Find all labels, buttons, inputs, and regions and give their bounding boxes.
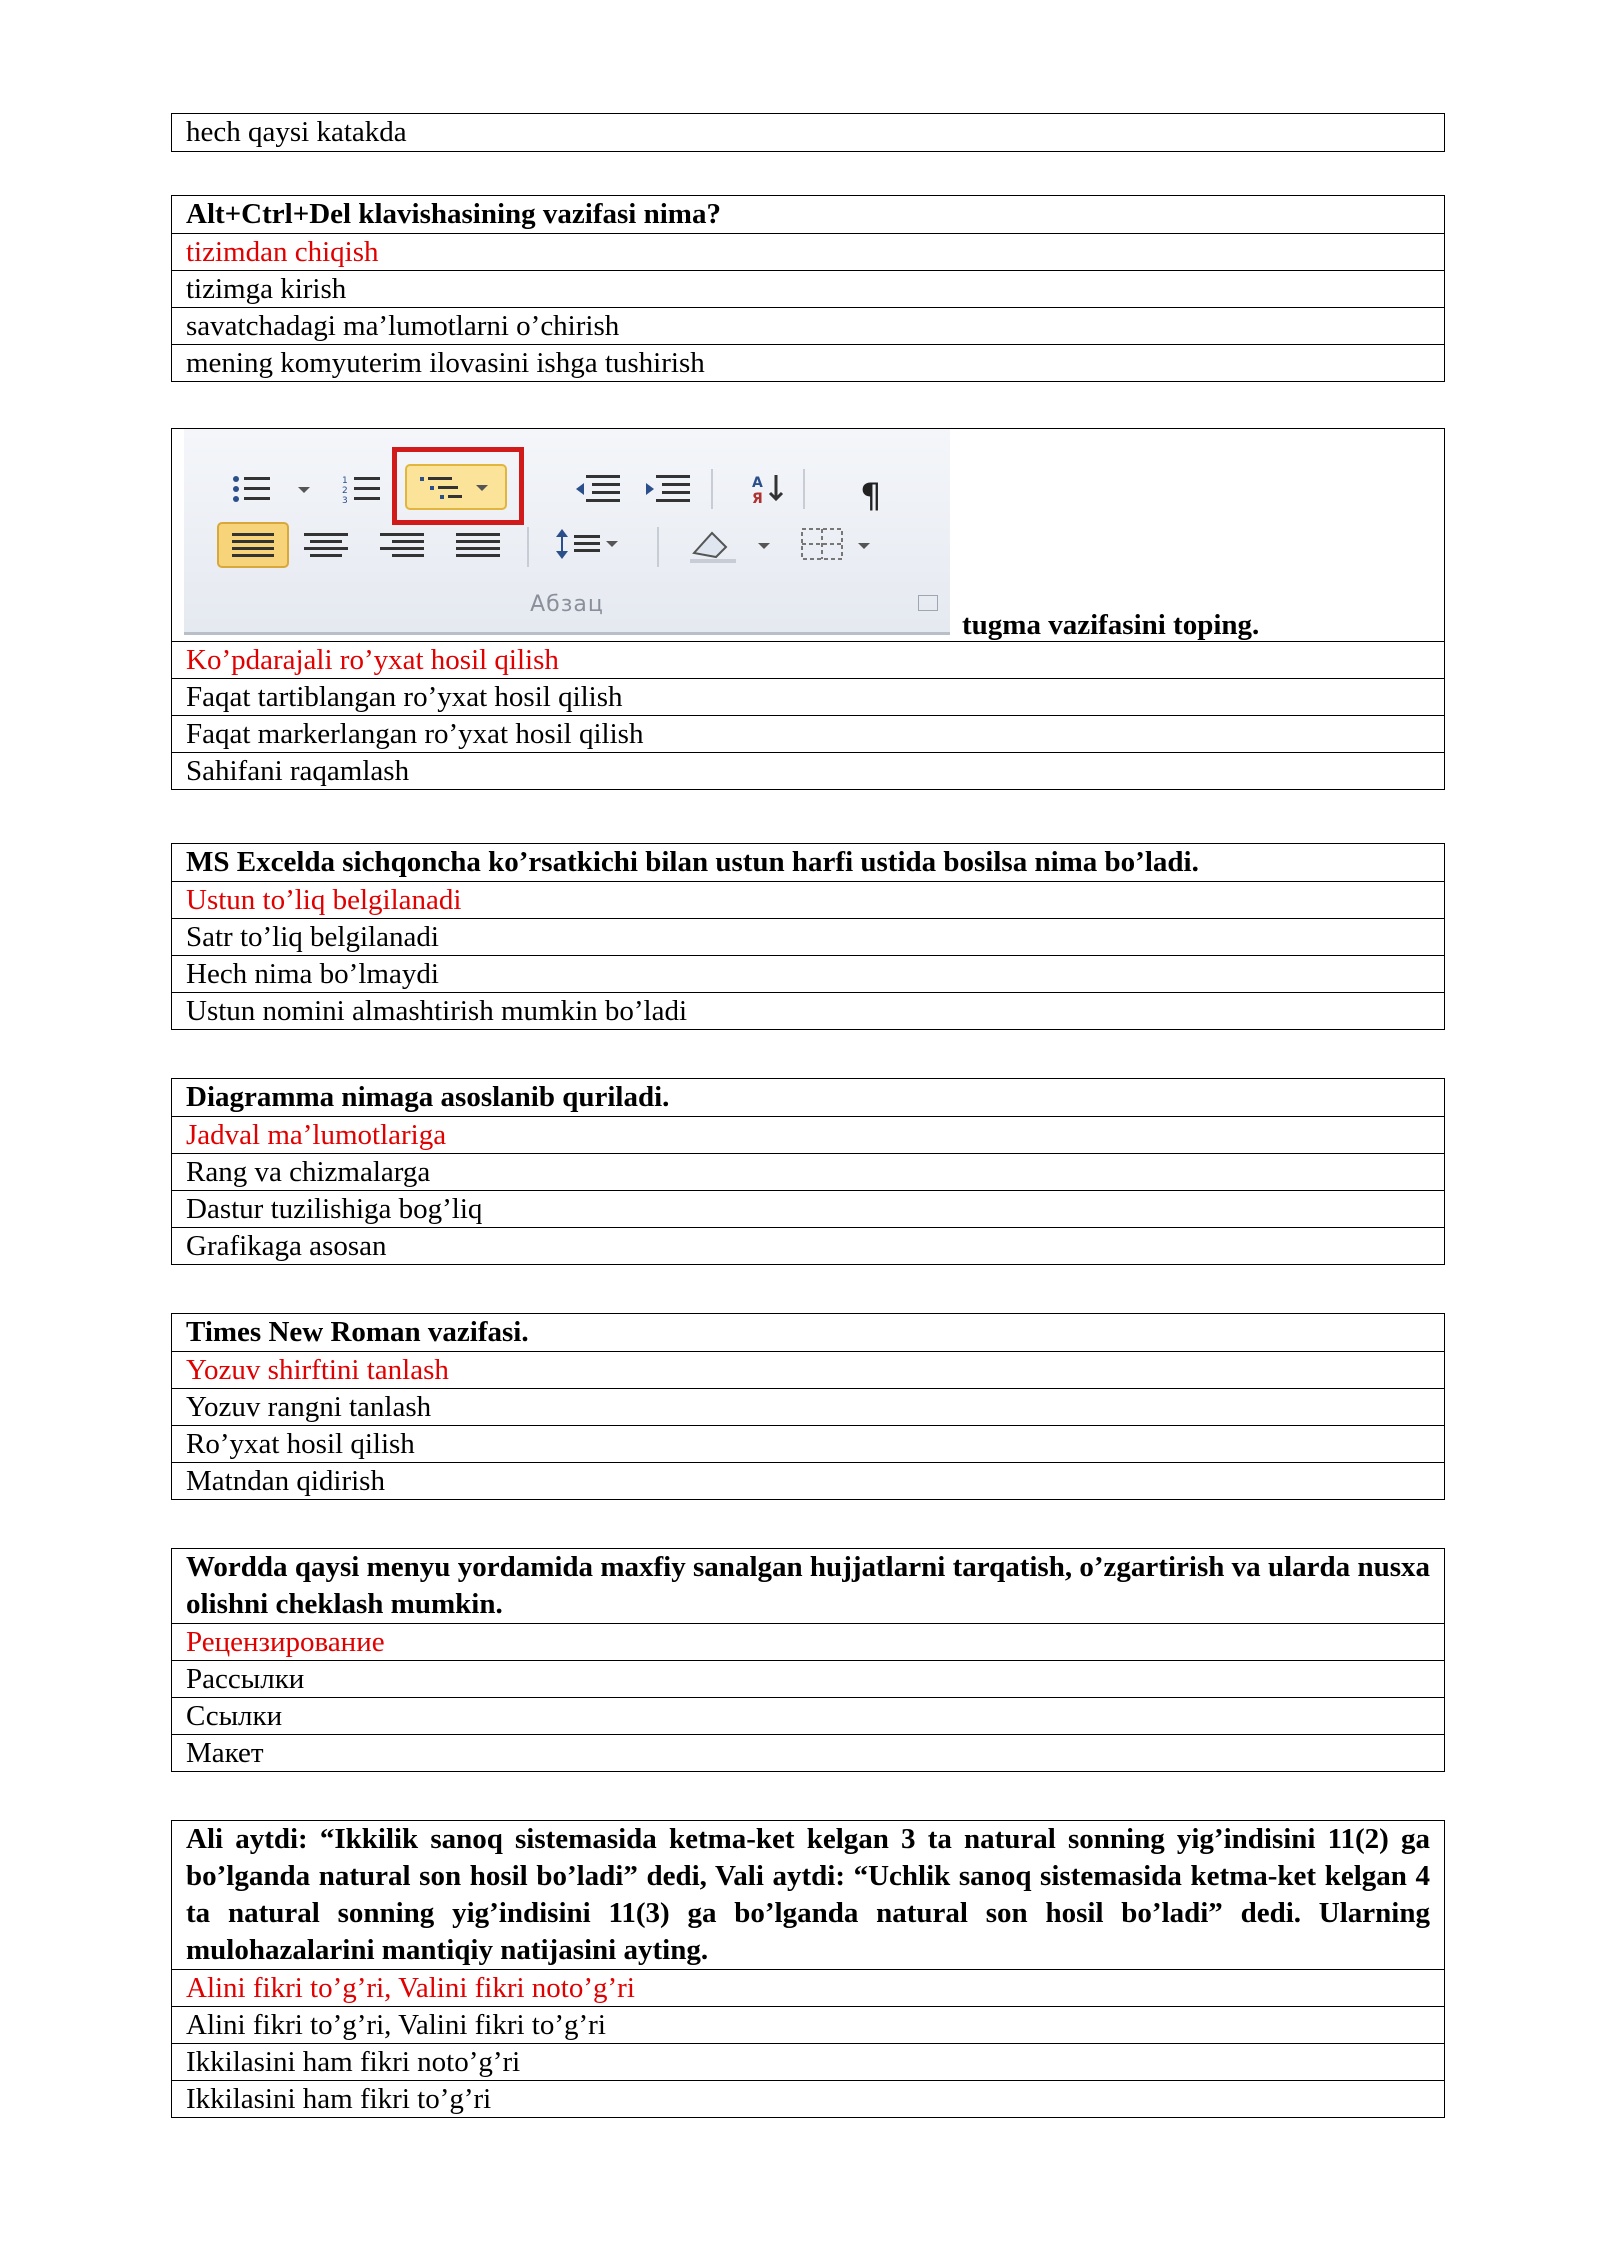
svg-text:A: A: [752, 475, 763, 491]
question-text: Alt+Ctrl+Del klavishasining vazifasi nima?: [186, 198, 721, 230]
answer-option: Matndan qidirish: [172, 1462, 1444, 1499]
align-right-icon: [380, 533, 424, 557]
align-center-icon: [304, 533, 348, 557]
answer-option: Sahifani raqamlash: [172, 752, 1444, 789]
answer-option: Dastur tuzilishiga bog’liq: [172, 1190, 1444, 1227]
ribbon-group-label: Абзац: [530, 592, 604, 617]
answer-option: Hech nima bo’lmaydi: [172, 955, 1444, 992]
question-text: Diagramma nimaga asoslanib quriladi.: [186, 1081, 670, 1113]
question-block-7: [171, 1820, 1445, 2118]
answer-option: mening komyuterim ilovasini ishga tushirish: [172, 344, 1444, 381]
answer-option: Alini fikri to’g’ri, Valini fikri to’g’ri: [172, 2006, 1444, 2043]
answer-option: tizimga kirish: [172, 270, 1444, 307]
answer-option: Макет: [172, 1734, 1444, 1771]
question-block-0: [171, 113, 1445, 152]
question-text: Times New Roman vazifasi.: [186, 1316, 529, 1348]
decrease-indent-icon: [576, 475, 620, 502]
question-text: Wordda qaysi menyu yordamida maxfiy sanalgan hujjatlarni tarqatish, o’zgartirish va ularda nusxa olishni cheklash mumkin.: [186, 1551, 1430, 1620]
question-block-4: [171, 1078, 1445, 1265]
answer-option: Ikkilasini ham fikri to’g’ri: [172, 2080, 1444, 2117]
line-spacing-icon: [556, 529, 618, 559]
answer-option: Rang va chizmalarga: [172, 1153, 1444, 1190]
highlight-box: [392, 447, 524, 525]
answer-option: Faqat markerlangan ro’yxat hosil qilish: [172, 715, 1444, 752]
answer-option: savatchadagi ma’lumotlarni o’chirish: [172, 307, 1444, 344]
question-block-3: [171, 843, 1445, 1030]
answer-row: hech qaysi katakda: [186, 116, 407, 148]
dialog-launcher-icon: [918, 595, 938, 611]
correct-answer: tizimdan chiqish: [172, 233, 1444, 270]
answer-option: Ro’yxat hosil qilish: [172, 1425, 1444, 1462]
answer-option: Grafikaga asosan: [172, 1227, 1444, 1264]
borders-icon: [802, 529, 870, 559]
svg-text:1: 1: [342, 476, 348, 486]
question-text: Ali aytdi: “Ikkilik sanoq sistemasida ketma-ket kelgan 3 ta natural sonning yig’indisini 11(2) ga bo’lganda natural son hosil bo’ladi” dedi, Vali aytdi: “Uchlik sanoq sistemasida ketma-ket kelgan 4 ta natural sonning yig’indisini 11(3) ga bo’lganda natural son hosil bo’ladi” dedi. Ularning mulohazalarini mantiqiy natijasini ayting.: [186, 1823, 1430, 1966]
align-left-icon: [218, 523, 288, 567]
pilcrow-icon: ¶: [860, 476, 882, 516]
justify-icon: [456, 533, 500, 557]
answer-option: Рассылки: [172, 1660, 1444, 1697]
question-block-1: [171, 195, 1445, 382]
question-text: MS Excelda sichqoncha ko’rsatkichi bilan ustun harfi ustida bosilsa nima bo’ladi.: [186, 846, 1199, 878]
question-image-row: [172, 429, 1444, 641]
answer-option: Satr to’liq belgilanadi: [172, 918, 1444, 955]
correct-answer: Ko’pdarajali ro’yxat hosil qilish: [172, 641, 1444, 678]
correct-answer: Ustun to’liq belgilanadi: [172, 881, 1444, 918]
question-caption: tugma vazifasini toping.: [962, 609, 1260, 641]
question-block-6: [171, 1548, 1445, 1772]
svg-text:3: 3: [342, 496, 348, 506]
svg-text:2: 2: [342, 486, 348, 496]
correct-answer: Рецензирование: [172, 1623, 1444, 1660]
bullets-icon: [233, 476, 310, 502]
correct-answer: Yozuv shirftini tanlash: [172, 1351, 1444, 1388]
answer-option: Ikkilasini ham fikri noto’g’ri: [172, 2043, 1444, 2080]
correct-answer: Jadval ma’lumotlariga: [172, 1116, 1444, 1153]
shading-icon: [690, 533, 770, 563]
question-block-2: [171, 428, 1445, 790]
answer-option: Yozuv rangni tanlash: [172, 1388, 1444, 1425]
answer-option: Ustun nomini almashtirish mumkin bo’ladi: [172, 992, 1444, 1029]
svg-text:Я: Я: [752, 491, 763, 507]
answer-option: Ссылки: [172, 1697, 1444, 1734]
increase-indent-icon: [646, 475, 690, 502]
sort-icon: [752, 475, 782, 507]
word-ribbon-paragraph-group: [184, 429, 950, 635]
correct-answer: Alini fikri to’g’ri, Valini fikri noto’g’ri: [172, 1969, 1444, 2006]
question-block-5: [171, 1313, 1445, 1500]
answer-option: Faqat tartiblangan ro’yxat hosil qilish: [172, 678, 1444, 715]
